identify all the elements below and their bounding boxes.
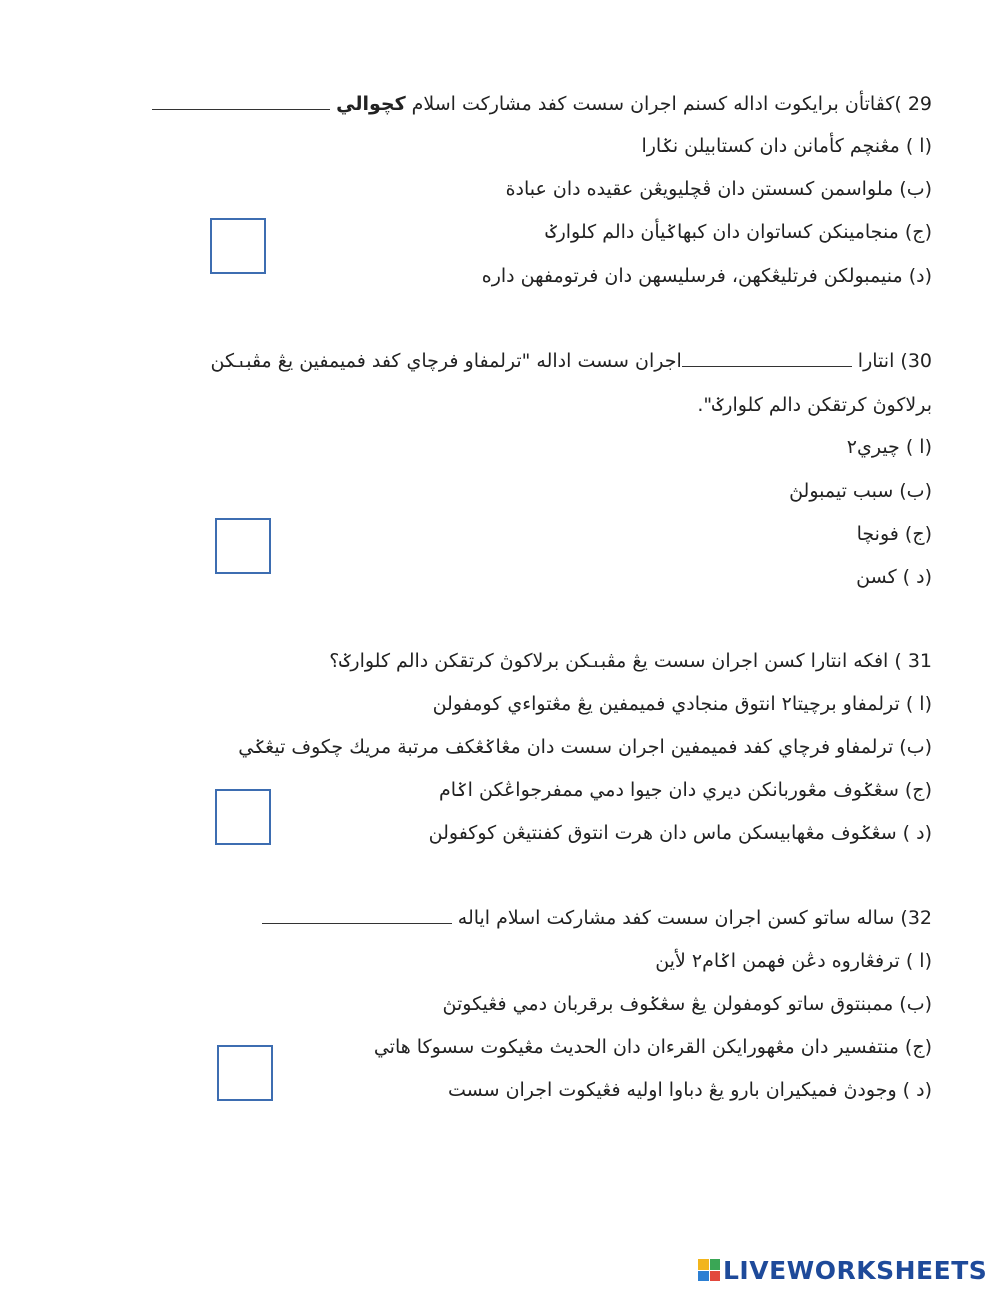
liveworksheets-logo (698, 1256, 987, 1284)
q29-stem-text: 29 )كڤاتأن برايكوت اداله كسنم اجران سست كفد مشاركت اسلام (405, 93, 932, 115)
q30-stem-line2: برلاكوڽ كرتقكن دالم كلوارݢ". (697, 394, 932, 416)
q32-option-c: (ج) منتفسير دان مڠهورايكن القرءان دان الحديث مڠيكوت سسوكا هاتي (373, 1036, 932, 1058)
q29-option-d: (د) منيمبولكن فرتليڠكهن، فرسليسهن دان فرتومفهن داره (481, 265, 932, 287)
q29-option-c: (ج) منجامينكن كساتوان دان كبهاݢيأن دالم كلوارݢ (545, 221, 932, 243)
q29-option-b: (ب) ملواسمن كسستن دان ڤچليويڠن عقيده دان عبادة (505, 178, 932, 200)
liveworksheets-logo-text: LIVEWORKSHEETS (723, 1255, 988, 1285)
liveworksheets-logo-icon (698, 1259, 720, 1281)
q31-answer-box[interactable] (215, 789, 271, 845)
q29-option-a: (ا ) مڠنچم كأمانن دان كستابيلن نݢارا (641, 135, 932, 157)
q30-stem (211, 348, 932, 374)
q30-answer-box[interactable] (215, 518, 271, 574)
q30-option-d: (د ) كسن (856, 566, 932, 588)
q32-stem-text: 32) ساله ساتو كسن اجران سست كفد مشاركت اسلام اياله (451, 907, 932, 929)
q29-answer-blank[interactable] (152, 108, 330, 110)
q31-option-a: (ا ) ترلمفاو برچيتا٢ انتوق منجادي فميمفين يڠ مڠتواءي كومفولن (432, 693, 932, 715)
q32-option-a: (ا ) ترفڠاروه دڠن فهمن اݢام٢ لأين (655, 950, 932, 972)
q30-option-b: (ب) سبب تيمبولڽ (789, 480, 932, 502)
q32-stem (262, 905, 932, 931)
q29-stem-bold: كچوالي (336, 93, 406, 115)
q32-option-d: (د ) وجودڽ فميكيران بارو يڠ دباوا اوليه فڠيكوت اجران سست (448, 1079, 932, 1101)
q29-stem (152, 91, 932, 117)
q30-option-a: (ا ) چيري٢ (846, 436, 932, 458)
q30-option-c: (ج) فونچا (856, 523, 932, 545)
q31-option-c: (ج) سڠݢوف مڠوربانكن ديري دان جيوا دمي ممفرجواڠكن اݢام (439, 779, 932, 801)
q32-answer-blank[interactable] (262, 922, 452, 924)
q31-option-b: (ب) ترلمفاو فرچاي كفد فميمفين اجران سست دان مڠاݢڠكف مرتبة مريك چكوف تيڠݢي (238, 736, 932, 758)
q30-answer-blank[interactable] (682, 365, 852, 367)
q30-stem-part2: اجران سست اداله "ترلمفاو فرچاي كفد فميمفين يڠ مڤبܢكن (210, 350, 682, 372)
q30-stem-part1: 30) انتارا (851, 350, 932, 372)
q31-option-d: (د ) سڠݢوف مڠهابيسكن ماس دان هرت انتوق كفنتيڠن كوكفولن (428, 822, 932, 844)
q31-stem: 31 ) افكه انتارا كسن اجران سست يڠ مڤبܢكن برلاكوڽ كرتقكن دالم كلوارݢ؟ (329, 650, 932, 672)
q32-option-b: (ب) ممبنتوق ساتو كومفولن يڠ سڠݢوف برقربان دمي فڠيكوتڽ (442, 993, 932, 1015)
q32-answer-box[interactable] (217, 1045, 273, 1101)
q29-answer-box[interactable] (210, 218, 266, 274)
